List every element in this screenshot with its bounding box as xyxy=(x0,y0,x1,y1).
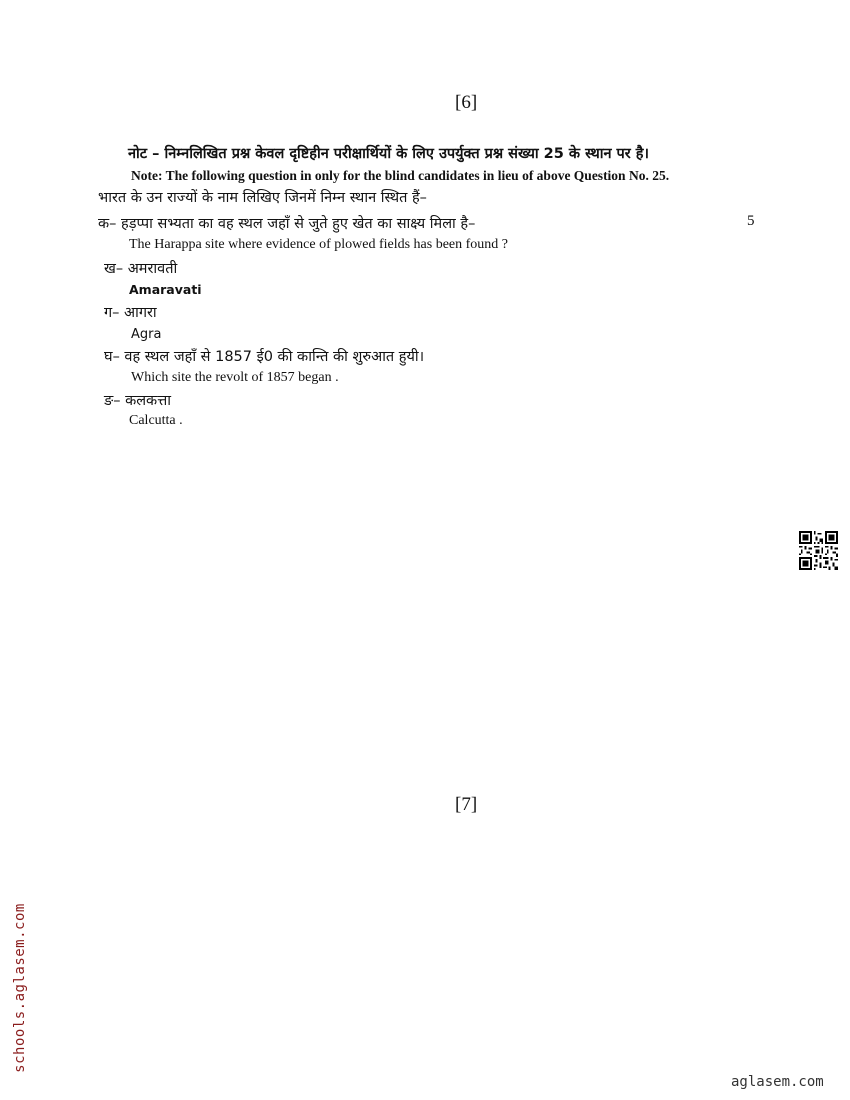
question-instruction: भारत के उन राज्यों के नाम लिखिए जिनमें निम्न स्थान स्थित हैं– xyxy=(98,190,427,206)
question-item-ga-hindi: ग– आगरा xyxy=(104,305,157,321)
question-item-ka-hindi: क– हड़प्पा सभ्यता का वह स्थल जहाँ से जुते हुए खेत का साक्ष्य मिला है– xyxy=(98,216,476,232)
note-english: Note: The following question in only for the blind candidates in lieu of above Question No. 25. xyxy=(131,168,670,183)
note-hindi: नोट – निम्नलिखित प्रश्न केवल दृष्टिहीन परीक्षार्थियों के लिए उपर्युक्त प्रश्न संख्या 25 के स्थान पर है। xyxy=(128,146,649,162)
qr-code-icon xyxy=(799,531,838,570)
question-item-kha-english: Amaravati xyxy=(129,282,202,297)
question-item-kha-hindi: ख– अमरावती xyxy=(104,261,178,277)
side-watermark: schools.aglasem.com xyxy=(12,903,28,1073)
question-marks: 5 xyxy=(747,213,755,229)
question-item-ka-english: The Harappa site where evidence of plowed fields has been found ? xyxy=(129,237,509,252)
question-item-nga-english: Calcutta . xyxy=(129,413,183,428)
page-number-top: [6] xyxy=(455,92,478,113)
question-item-ga-english: Agra xyxy=(131,327,162,342)
question-item-gha-english: Which site the revolt of 1857 began . xyxy=(131,370,339,385)
page-number-bottom: [7] xyxy=(455,794,478,815)
question-item-gha-hindi: घ– वह स्थल जहाँ से 1857 ई0 की कान्ति की शुरुआत हुयी। xyxy=(104,349,425,365)
footer-watermark: aglasem.com xyxy=(731,1074,824,1090)
question-item-nga-hindi: ङ– कलकत्ता xyxy=(104,393,171,409)
